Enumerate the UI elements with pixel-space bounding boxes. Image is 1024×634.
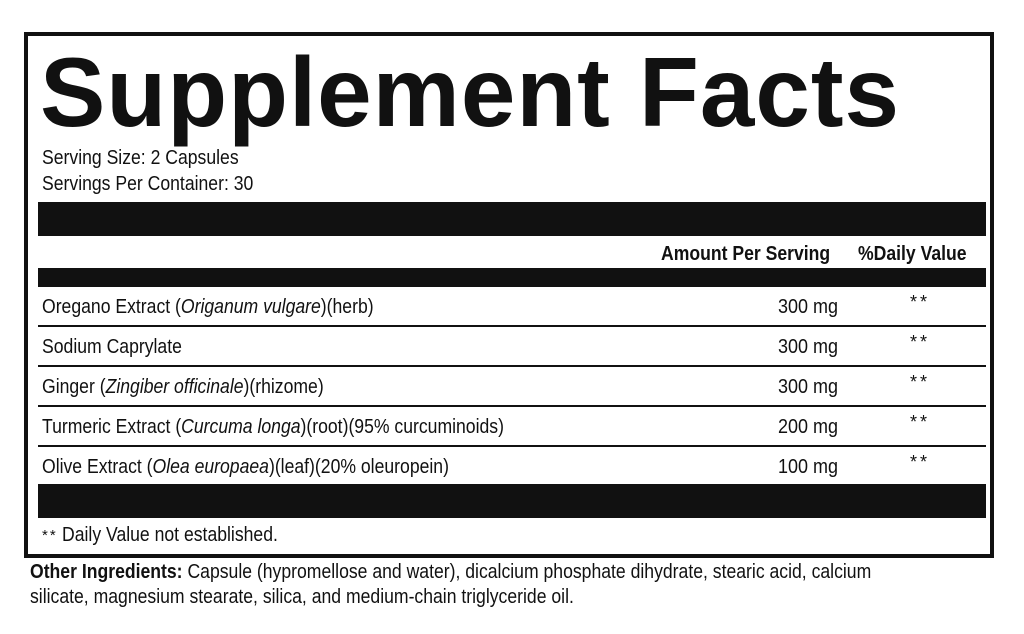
daily-value-footnote <box>42 522 307 549</box>
ingredient-name: Oregano Extract (Origanum vulgare)(herb) <box>42 296 374 318</box>
ingredient-row <box>38 287 986 327</box>
thick-divider-bottom <box>38 484 986 518</box>
daily-value-header: %Daily Value <box>858 243 967 265</box>
ingredient-row <box>38 327 986 367</box>
ingredient-amount: 200 mg <box>778 416 839 438</box>
footnote-text: Daily Value not established. <box>61 524 278 546</box>
ingredient-list <box>38 287 986 485</box>
ingredient-name: Sodium Caprylate <box>42 336 182 358</box>
amount-per-serving-header: Amount Per Serving <box>661 243 831 265</box>
ingredient-amount: 300 mg <box>778 376 839 398</box>
panel-title: Supplement Facts <box>40 37 901 147</box>
other-ingredients-text: Capsule (hypromellose and water), dicalcium phosphate dihydrate, stearic acid, calcium silicate, magnesium stearate, silica, and medium-chain triglyceride oil. <box>30 561 872 608</box>
ingredient-daily-value: ** <box>910 452 931 472</box>
footnote-marker: ** <box>42 527 58 544</box>
ingredient-daily-value: ** <box>910 412 931 432</box>
ingredient-amount: 300 mg <box>778 296 839 318</box>
servings-per-container: Servings Per Container: 30 <box>42 173 254 195</box>
ingredient-row <box>38 407 986 447</box>
ingredient-amount: 100 mg <box>778 456 839 478</box>
thick-divider-top <box>38 202 986 236</box>
header-divider <box>38 268 986 287</box>
ingredient-row <box>38 447 986 485</box>
ingredient-amount: 300 mg <box>778 336 839 358</box>
ingredient-name: Olive Extract (Olea europaea)(leaf)(20% oleuropein) <box>42 456 449 478</box>
ingredient-daily-value: ** <box>910 292 931 312</box>
other-ingredients-label: Other Ingredients: <box>30 561 183 583</box>
ingredient-row <box>38 367 986 407</box>
ingredient-daily-value: ** <box>910 332 931 352</box>
ingredient-daily-value: ** <box>910 372 931 392</box>
ingredient-name: Ginger (Zingiber officinale)(rhizome) <box>42 376 324 398</box>
serving-size: Serving Size: 2 Capsules <box>42 147 239 169</box>
supplement-facts-panel <box>24 32 994 558</box>
other-ingredients <box>30 560 910 610</box>
ingredient-name: Turmeric Extract (Curcuma longa)(root)(95% curcuminoids) <box>42 416 504 438</box>
